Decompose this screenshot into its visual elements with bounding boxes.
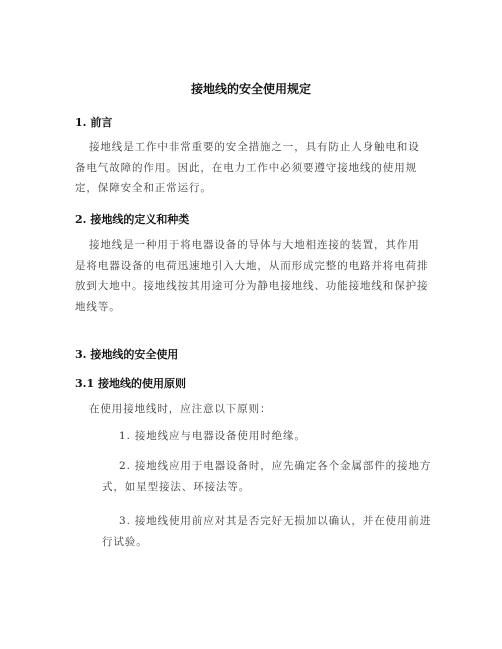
section-heading-safe-use: 3. 接地线的安全使用 — [75, 348, 179, 361]
section-heading-preface: 1. 前言 — [75, 116, 113, 129]
section-paragraph-preface: 接地线是工作中非常重要的安全措施之一，具有防止人身触电和设备电气故障的作用。因此，在电力工作中必须要遵守接地线的使用规定，保障安全和正常运行。 — [75, 141, 420, 194]
list-item-text: 接地线使用前应对其是否完好无损加以确认，并在使用前进行试验。 — [102, 515, 432, 548]
section-heading-definition: 2. 接地线的定义和种类 — [75, 213, 190, 226]
list-item — [102, 511, 432, 553]
section-paragraph-definition: 接地线是一种用于将电器设备的导体与大地相连接的装置，其作用是将电器设备的电荷迅速地引入大地，从而形成完整的电路并将电荷排放到大地中。接地线按其用途可分为静电接地线、功能接地线和保护接地线等。 — [75, 239, 429, 313]
list-item-text: 接地线应用于电器设备时，应先确定各个金属部件的接地方式，如星型接法、环接法等。 — [102, 460, 432, 493]
section-heading-principles: 3.1 接地线的使用原则 — [75, 377, 186, 390]
section-paragraph-principles: 在使用接地线时，应注意以下原则： — [89, 403, 272, 415]
list-item — [102, 456, 432, 498]
list-item-number: 2. — [119, 460, 131, 472]
list-item-text: 接地线应与电器设备使用时绝缘。 — [134, 430, 306, 442]
document-title: 接地线的安全使用规定 — [190, 82, 311, 96]
list-item-number: 3. — [119, 515, 131, 527]
list-item — [102, 426, 432, 447]
list-item-number: 1. — [119, 430, 131, 442]
